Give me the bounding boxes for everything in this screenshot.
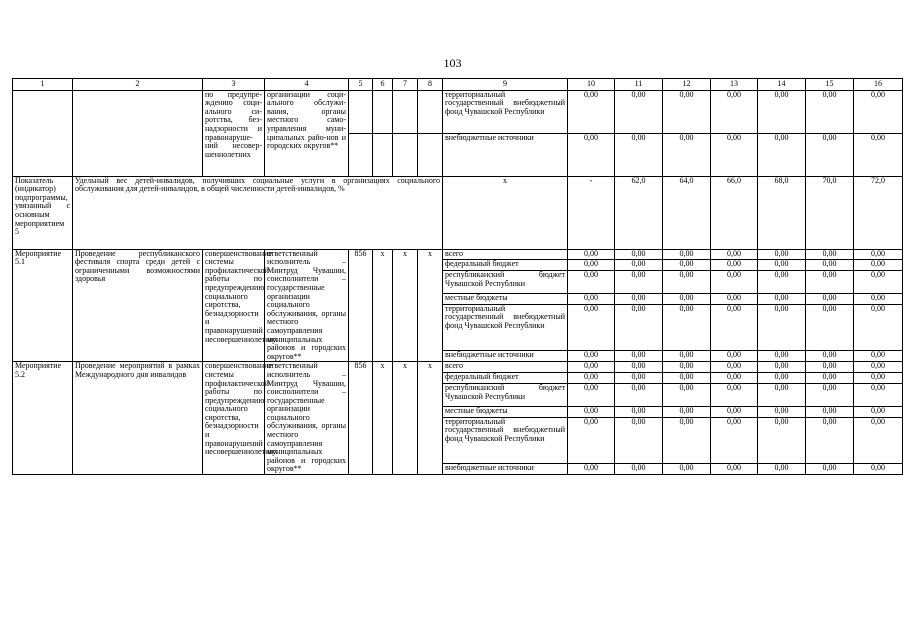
table-row [13,362,903,373]
value-cell: 0,00 [615,406,663,417]
value-cell: 0,00 [711,417,758,464]
value-cell: 0,00 [711,362,758,373]
value-cell: 0,00 [806,351,854,362]
value-cell: 0,00 [806,383,854,406]
value-cell: 0,00 [758,90,806,133]
value-cell: 0,00 [615,351,663,362]
value-cell: 0,00 [854,383,903,406]
funding-source-cell: территориальный государственный внебюджетный фонд Чувашской Республики [443,90,568,133]
indicator-label: Показатель (индикатор) подпрограммы, увязанный с основным мероприятием 5 [13,176,73,249]
value-cell: 0,00 [615,464,663,475]
value-cell: 0,00 [758,249,806,260]
value-cell: 0,00 [568,294,615,305]
value-cell: 0,00 [758,133,806,176]
value-cell: 0,00 [854,260,903,271]
measure-executor: ответственный исполнитель – Минтруд Чувашии, соисполнители – государственные организации социального обслуживания, органы местного самоуправления муниципальных районов и городских округов** [265,249,349,362]
value-cell: 0,00 [568,373,615,384]
value-cell: 0,00 [806,260,854,271]
col6: x [373,249,393,362]
value-cell: 0,00 [568,260,615,271]
value-cell: 0,00 [568,417,615,464]
header-cell: 3 [203,79,265,91]
program-table [12,78,903,475]
value-cell: 0,00 [854,417,903,464]
funding-source-cell: федеральный бюджет [443,260,568,271]
value-cell: 0,00 [806,373,854,384]
funding-source-cell: внебюджетные источники [443,464,568,475]
header-cell: 10 [568,79,615,91]
value-cell: 0,00 [615,373,663,384]
value-cell: 0,00 [806,362,854,373]
header-cell: 16 [854,79,903,91]
value-cell: 0,00 [568,90,615,133]
header-row [13,79,903,91]
value-cell: 0,00 [806,304,854,351]
value-cell: 0,00 [615,271,663,294]
measure-goal: совершенствование системы профилактической работы по предупреждению социального сиротства, безнадзорности и правонарушений несовершеннолетних [203,249,265,362]
value-cell: 0,00 [758,362,806,373]
measure-goal: совершенствование системы профилактической работы по предупреждению социального сиротства, безнадзорности и правонарушений несовершеннолетних [203,362,265,475]
value-cell: 0,00 [663,373,711,384]
indicator-value: 62,0 [615,176,663,249]
value-cell: 0,00 [854,351,903,362]
value-cell: 0,00 [711,294,758,305]
value-cell: 0,00 [806,417,854,464]
measure-label: Мероприятие 5.2 [13,362,73,475]
indicator-value: 66,0 [711,176,758,249]
value-cell: 0,00 [758,383,806,406]
value-cell: 0,00 [758,417,806,464]
empty-cell [393,90,418,133]
empty-cell [393,133,418,176]
value-cell: 0,00 [663,271,711,294]
col7: x [393,249,418,362]
table-body [13,79,903,475]
value-cell: 0,00 [711,90,758,133]
value-cell: 0,00 [758,294,806,305]
value-cell: 0,00 [711,383,758,406]
value-cell: 0,00 [568,304,615,351]
value-cell: 0,00 [758,464,806,475]
value-cell: 0,00 [663,362,711,373]
page-number: 103 [443,56,462,70]
col8: x [418,249,443,362]
funding-source-cell: территориальный государственный внебюджетный фонд Чувашской Республики [443,304,568,351]
header-cell: 7 [393,79,418,91]
value-cell: 0,00 [663,294,711,305]
value-cell: 0,00 [854,294,903,305]
value-cell: 0,00 [711,373,758,384]
header-cell: 1 [13,79,73,91]
header-cell: 5 [349,79,373,91]
value-cell: 0,00 [663,304,711,351]
empty-cell [418,90,443,133]
funding-source-cell: внебюджетные источники [443,133,568,176]
value-cell: 0,00 [663,383,711,406]
value-cell: 0,00 [568,406,615,417]
header-cell: 12 [663,79,711,91]
indicator-col9: x [443,176,568,249]
measure-executor: ответственный исполнитель – Минтруд Чувашии, соисполнители – государственные организации социального обслуживания, органы местного самоуправления муниципальных районов и городских округов** [265,362,349,475]
value-cell: 0,00 [711,271,758,294]
indicator-value: 72,0 [854,176,903,249]
value-cell: 0,00 [806,464,854,475]
indicator-description: Удельный вес детей-инвалидов, получивших социальные услуги в организациях социального обслуживания для детей-инвалидов, в общей численности детей-инвалидов, % [73,176,443,249]
value-cell: 0,00 [663,249,711,260]
value-cell: 0,00 [806,133,854,176]
value-cell: 0,00 [711,351,758,362]
empty-cell [349,133,373,176]
budget-code: 856 [349,362,373,475]
value-cell: 0,00 [854,304,903,351]
value-cell: 0,00 [663,90,711,133]
empty-cell [373,90,393,133]
header-cell: 11 [615,79,663,91]
value-cell: 0,00 [568,362,615,373]
value-cell: 0,00 [806,249,854,260]
measure-title: Проведение республиканского фестиваля спорта среди детей с ограниченными возможностями здоровья [73,249,203,362]
budget-code: 856 [349,249,373,362]
empty-cell [373,133,393,176]
col7: x [393,362,418,475]
executor-cell: организации соци-ального обслужи-вания, органы местного само-управления муни-ципальных райо-нов и городских округов** [265,90,349,176]
value-cell: 0,00 [663,133,711,176]
indicator-col10: - [568,176,615,249]
value-cell: 0,00 [568,383,615,406]
empty-cell [418,133,443,176]
value-cell: 0,00 [615,249,663,260]
value-cell: 0,00 [854,90,903,133]
funding-source-cell: республиканский бюджет Чувашской Республики [443,383,568,406]
value-cell: 0,00 [663,464,711,475]
value-cell: 0,00 [854,406,903,417]
value-cell: 0,00 [615,304,663,351]
value-cell: 0,00 [711,406,758,417]
value-cell: 0,00 [854,373,903,384]
funding-source-cell: территориальный государственный внебюджетный фонд Чувашской Республики [443,417,568,464]
header-cell: 13 [711,79,758,91]
funding-source-cell: всего [443,249,568,260]
value-cell: 0,00 [854,271,903,294]
value-cell: 0,00 [568,351,615,362]
measure-title: Проведение мероприятий в рамках Международного дня инвалидов [73,362,203,475]
value-cell: 0,00 [568,271,615,294]
value-cell: 0,00 [711,304,758,351]
header-cell: 8 [418,79,443,91]
header-cell: 15 [806,79,854,91]
value-cell: 0,00 [711,133,758,176]
col8: x [418,362,443,475]
indicator-row [13,176,903,249]
value-cell: 0,00 [663,417,711,464]
table-row [13,90,903,133]
funding-source-cell: местные бюджеты [443,294,568,305]
empty-cell [349,90,373,133]
value-cell: 0,00 [758,260,806,271]
empty-cell [73,90,203,176]
header-cell: 14 [758,79,806,91]
header-cell: 4 [265,79,349,91]
funding-source-cell: федеральный бюджет [443,373,568,384]
value-cell: 0,00 [663,351,711,362]
funding-source-cell: всего [443,362,568,373]
value-cell: 0,00 [615,90,663,133]
value-cell: 0,00 [758,271,806,294]
value-cell: 0,00 [806,271,854,294]
value-cell: 0,00 [758,304,806,351]
value-cell: 0,00 [711,464,758,475]
indicator-value: 68,0 [758,176,806,249]
value-cell: 0,00 [758,373,806,384]
value-cell: 0,00 [568,249,615,260]
value-cell: 0,00 [615,383,663,406]
value-cell: 0,00 [615,294,663,305]
funding-source-cell: местные бюджеты [443,406,568,417]
value-cell: 0,00 [854,249,903,260]
value-cell: 0,00 [711,260,758,271]
col6: x [373,362,393,475]
value-cell: 0,00 [568,133,615,176]
indicator-value: 64,0 [663,176,711,249]
empty-cell [13,90,73,176]
value-cell: 0,00 [854,464,903,475]
funding-source-cell: республиканский бюджет Чувашской Республики [443,271,568,294]
value-cell: 0,00 [615,417,663,464]
value-cell: 0,00 [806,406,854,417]
header-cell: 6 [373,79,393,91]
value-cell: 0,00 [758,351,806,362]
value-cell: 0,00 [854,133,903,176]
value-cell: 0,00 [854,362,903,373]
value-cell: 0,00 [615,362,663,373]
value-cell: 0,00 [758,406,806,417]
value-cell: 0,00 [663,406,711,417]
value-cell: 0,00 [615,260,663,271]
measure-label: Мероприятие 5.1 [13,249,73,362]
value-cell: 0,00 [663,260,711,271]
header-cell: 9 [443,79,568,91]
value-cell: 0,00 [806,294,854,305]
value-cell: 0,00 [615,133,663,176]
value-cell: 0,00 [711,249,758,260]
header-cell: 2 [73,79,203,91]
indicator-value: 70,0 [806,176,854,249]
value-cell: 0,00 [806,90,854,133]
funding-source-cell: внебюджетные источники [443,351,568,362]
goal-cell: по предупре-ждению соци-ального си-ротства, без-надзорности и правонаруше-ний несовер-шеннолетних [203,90,265,176]
value-cell: 0,00 [568,464,615,475]
table-row [13,249,903,260]
